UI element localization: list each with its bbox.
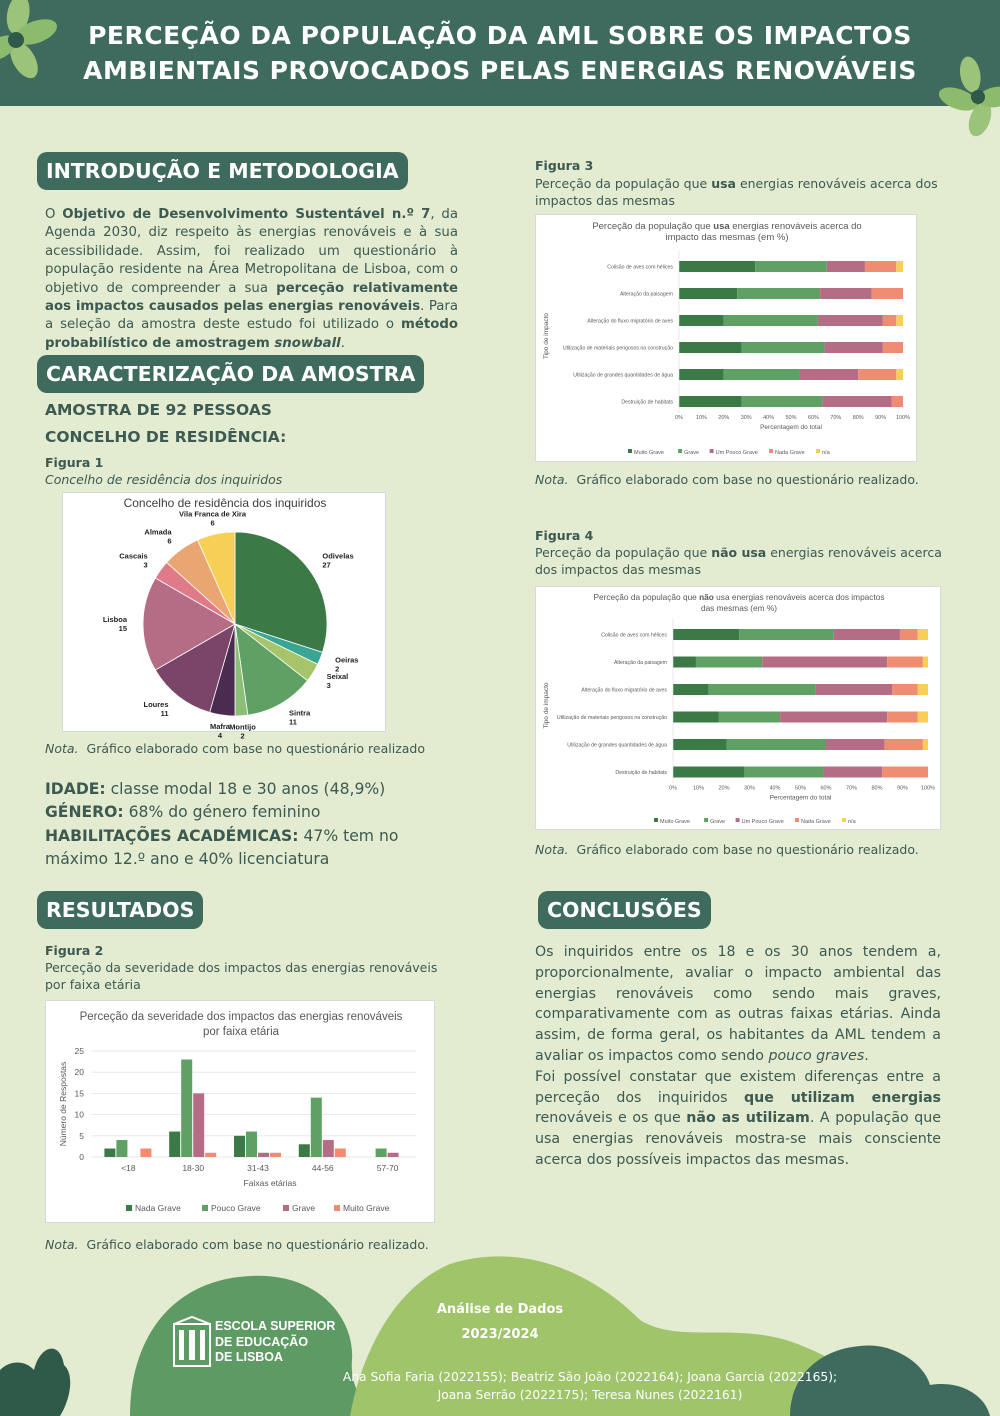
legend-label: Um Pouco Grave xyxy=(741,819,784,825)
category-label: Destruição de habitats xyxy=(615,770,667,776)
pie-value-label: 3 xyxy=(143,560,148,570)
legend-swatch xyxy=(795,818,799,822)
bar xyxy=(335,1149,346,1157)
stacked-bar-segment xyxy=(727,739,826,750)
bar xyxy=(388,1153,399,1157)
pie-value-label: 3 xyxy=(326,681,331,691)
x-tick-label: 60% xyxy=(820,785,832,792)
y-axis-label: Tipo de impacto xyxy=(543,682,550,729)
stacked-bar-segment xyxy=(679,261,755,272)
school-building-icon xyxy=(173,1316,211,1368)
figure2-label: Figura 2 xyxy=(45,943,104,958)
pie-label: Loures xyxy=(143,700,169,710)
legend-label: Muito Grave xyxy=(634,450,664,456)
legend-swatch xyxy=(126,1205,132,1211)
x-tick-label: 0% xyxy=(675,415,683,421)
legend-swatch xyxy=(654,818,658,822)
hbar-chart-title: das mesmas (em %) xyxy=(700,603,778,613)
x-axis-label: Percentagem do total xyxy=(760,424,822,431)
bar xyxy=(270,1153,281,1157)
legend-label: n/a xyxy=(822,450,830,456)
x-tick-label: 18-30 xyxy=(182,1163,205,1173)
stacked-bar-segment xyxy=(673,767,744,778)
pie-value-label: 2 xyxy=(335,664,340,674)
stacked-bar-segment xyxy=(883,315,896,326)
bar xyxy=(169,1132,180,1157)
bar xyxy=(116,1140,127,1157)
x-tick-label: 20% xyxy=(718,785,730,792)
category-label: Colisão de aves com hélices xyxy=(601,632,667,639)
y-axis-label: Número de Respostas xyxy=(58,1061,68,1147)
stacked-bar-segment xyxy=(900,629,918,640)
pie-value-label: 4 xyxy=(217,730,223,740)
pie-label: Vila Franca de Xira xyxy=(179,509,247,519)
x-tick-label: <18 xyxy=(121,1163,136,1173)
category-label: Colisão de aves com hélices xyxy=(607,264,673,271)
x-tick-label: 31-43 xyxy=(247,1163,269,1173)
legend-swatch xyxy=(283,1205,289,1211)
demographics-block xyxy=(45,778,465,872)
bar xyxy=(181,1059,192,1157)
stacked-bar-segment xyxy=(834,629,900,640)
sample-size: AMOSTRA DE 92 PESSOAS xyxy=(45,401,272,419)
stacked-bar-segment xyxy=(896,315,903,326)
bar xyxy=(205,1153,216,1157)
stacked-bar-segment xyxy=(679,396,742,407)
stacked-bar-segment xyxy=(673,739,727,750)
bar xyxy=(193,1093,204,1157)
legend-label: Muito Grave xyxy=(660,819,690,825)
bar-chart-title: por faixa etária xyxy=(202,1026,280,1038)
legend-label: Grave xyxy=(710,819,726,825)
stacked-bar-segment xyxy=(719,712,780,723)
residence-heading: CONCELHO DE RESIDÊNCIA: xyxy=(45,428,287,446)
category-label: Alteração do fluxo migratório de aves xyxy=(581,687,667,694)
legend-swatch xyxy=(628,449,632,453)
x-tick-label: 57-70 xyxy=(376,1163,399,1173)
hbar-chart-title: Perceção da população que usa energias renováveis acerca do xyxy=(592,221,862,232)
figure4-chart-panel xyxy=(535,586,941,830)
bar xyxy=(140,1149,151,1157)
stacked-bar-segment xyxy=(679,369,724,380)
stacked-bar-segment xyxy=(742,396,823,407)
legend-swatch xyxy=(769,449,773,453)
x-tick-label: 100% xyxy=(895,415,911,421)
stacked-bar-segment xyxy=(679,342,742,353)
pie-value-label: 11 xyxy=(289,717,297,727)
bar xyxy=(323,1140,334,1157)
y-tick-label: 10 xyxy=(74,1109,84,1120)
stacked-bar-segment xyxy=(825,342,883,353)
bar xyxy=(299,1144,310,1157)
pie-value-label: 27 xyxy=(322,560,331,570)
stacked-bar-segment xyxy=(737,288,820,299)
legend-label: n/a xyxy=(848,819,856,825)
hbar-chart-title: Perceção da população que não usa energias renováveis acerca dos impactos xyxy=(593,592,885,602)
pie-value-label: 11 xyxy=(160,709,169,719)
stacked-bar-segment xyxy=(858,369,896,380)
stacked-bar-segment xyxy=(739,629,833,640)
pie-label: Seixal xyxy=(326,672,349,682)
stacked-bar-segment xyxy=(896,261,903,272)
category-label: Alteração do fluxo migratório de aves xyxy=(587,318,673,325)
stacked-bar-segment xyxy=(780,712,887,723)
figure1-label: Figura 1 xyxy=(45,455,104,470)
legend-swatch xyxy=(710,449,714,453)
x-tick-label: 60% xyxy=(807,415,819,421)
legend-label: Um Pouco Grave xyxy=(715,450,758,456)
figure4-note: Nota. Gráfico elaborado com base no questionário realizado. xyxy=(535,842,919,857)
figure2-note: Nota. Gráfico elaborado com base no questionário realizado. xyxy=(45,1237,429,1252)
x-tick-label: 80% xyxy=(852,415,864,421)
users-stacked-bar-chart xyxy=(536,215,918,463)
x-tick-label: 90% xyxy=(896,785,909,792)
pie-chart xyxy=(63,493,387,741)
stacked-bar-segment xyxy=(826,739,885,750)
stacked-bar-segment xyxy=(800,369,858,380)
y-tick-label: 15 xyxy=(74,1088,84,1099)
non-users-stacked-bar-chart xyxy=(536,587,942,831)
x-tick-label: 70% xyxy=(830,415,842,421)
legend-swatch xyxy=(202,1205,208,1211)
stacked-bar-segment xyxy=(822,396,891,407)
stacked-bar-segment xyxy=(892,684,918,695)
pie-value-label: 2 xyxy=(240,731,245,741)
bar xyxy=(234,1136,245,1157)
stacked-bar-segment xyxy=(883,342,903,353)
y-tick-label: 0 xyxy=(79,1152,84,1162)
stacked-bar-segment xyxy=(918,684,928,695)
category-label: Utilização de materiais perigosos na construção xyxy=(562,345,673,352)
stacked-bar-segment xyxy=(755,261,827,272)
age-bar-chart xyxy=(46,1001,436,1224)
x-tick-label: 10% xyxy=(692,785,705,792)
conclusions-paragraph: Os inquiridos entre os 18 e os 30 anos tendem a, proporcionalmente, avaliar o impacto ambiental das energias renováveis como sendo mais graves, comparativamente com as outras faixas etárias. Ainda assim, de forma geral, os habitantes da AML tendem a avaliar os impactos como sendo pouco graves. Foi possível constatar que existem diferenças entre a perceção dos inquiridos que utilizam energias renováveis e os que não as utilizam. A população que usa energias renováveis mostra-se mais consciente acerca dos possíveis impactos das mesmas. xyxy=(535,944,942,1168)
stacked-bar-segment xyxy=(673,657,696,668)
pie-value-label: 6 xyxy=(210,518,215,528)
legend-swatch xyxy=(842,818,846,822)
legend-swatch xyxy=(736,818,740,822)
legend-label: Pouco Grave xyxy=(211,1203,261,1213)
x-tick-label: 70% xyxy=(845,785,858,792)
intro-paragraph: O Objetivo de Desenvolvimento Sustentável n.º 7, da Agenda 2030, diz respeito às energias renováveis e à sua acessibilidade. Assim, foi realizado um questionário à população residente na Área Metropolitana de Lisboa, com o objetivo de compreender a sua perceção relativamente aos impactos causados pelas energias renováveis. Para a seleção da amostra deste estudo foi utilizado o método probabilístico de amostragem snowball. xyxy=(45,207,458,351)
stacked-bar-segment xyxy=(673,712,719,723)
x-tick-label: 40% xyxy=(763,415,775,421)
gender-line: GÉNERO: 68% do género feminino xyxy=(45,803,321,822)
x-tick-label: 0% xyxy=(669,785,677,792)
figure2-caption: Perceção da severidade dos impactos das energias renováveis por faixa etária xyxy=(45,960,438,992)
stacked-bar-segment xyxy=(724,369,800,380)
stacked-bar-segment xyxy=(823,767,882,778)
figure2-chart-panel xyxy=(45,1000,435,1223)
category-label: Utilização de materiais perigosos na construção xyxy=(556,715,667,721)
section-heading-sample: CARACTERIZAÇÃO DA AMOSTRA xyxy=(37,355,424,393)
authors: Ana Sofia Faria (2022155); Beatriz São João (2022164); Joana Garcia (2022165); Joana Serrão (2022175); Teresa Nunes (2022161) xyxy=(342,1370,838,1402)
legend-label: Muito Grave xyxy=(343,1203,390,1213)
legend-label: Nada Grave xyxy=(135,1203,181,1213)
stacked-bar-segment xyxy=(679,315,724,326)
section-heading-conclusions: CONCLUSÕES xyxy=(538,891,711,929)
stacked-bar-segment xyxy=(827,261,865,272)
pie-value-label: 6 xyxy=(167,536,172,546)
legend-label: Nada Grave xyxy=(801,819,831,825)
poster-title-line2: AMBIENTAIS PROVOCADOS PELAS ENERGIAS RENOVÁVEIS xyxy=(83,56,917,85)
legend-label: Grave xyxy=(684,450,700,456)
course-block: Análise de Dados 2023/2024 xyxy=(436,1302,564,1342)
bar xyxy=(104,1149,115,1157)
figure3-note: Nota. Gráfico elaborado com base no questionário realizado. xyxy=(535,472,919,487)
stacked-bar-segment xyxy=(923,739,928,750)
figure1-note: Nota. Gráfico elaborado com base no questionário realizado xyxy=(45,741,426,756)
y-tick-label: 5 xyxy=(79,1130,84,1141)
figure3-label: Figura 3 xyxy=(535,158,594,173)
x-tick-label: 100% xyxy=(920,785,936,792)
category-label: Alteração da paisagem xyxy=(613,660,667,666)
stacked-bar-segment xyxy=(816,684,893,695)
legend-label: Grave xyxy=(292,1203,316,1213)
stacked-bar-segment xyxy=(887,657,923,668)
figure4-caption: Perceção da população que não usa energias renováveis acerca dos impactos das mesmas xyxy=(535,545,942,577)
figure1-caption: Concelho de residência dos inquiridos xyxy=(45,472,283,487)
x-tick-label: 10% xyxy=(695,415,707,421)
stacked-bar-segment xyxy=(882,767,928,778)
x-tick-label: 20% xyxy=(718,415,730,421)
legend-swatch xyxy=(678,449,682,453)
legend-label: Nada Grave xyxy=(775,450,805,456)
legend-swatch xyxy=(816,449,820,453)
bar xyxy=(246,1132,257,1157)
x-tick-label: 50% xyxy=(794,785,807,792)
figure1-chart-panel xyxy=(62,492,386,741)
stacked-bar-segment xyxy=(724,315,818,326)
figure3-caption: Perceção da população que usa energias renováveis acerca dos impactos das mesmas xyxy=(535,176,938,208)
x-tick-label: 80% xyxy=(871,785,883,792)
stacked-bar-segment xyxy=(673,684,709,695)
legend-swatch xyxy=(704,818,708,822)
education-line: HABILITAÇÕES ACADÉMICAS: 47% tem no máximo 12.º ano e 40% licenciatura xyxy=(45,826,399,869)
stacked-bar-segment xyxy=(818,315,883,326)
hbar-chart-title: impacto das mesmas (em %) xyxy=(665,232,789,243)
x-tick-label: 50% xyxy=(785,415,797,421)
stacked-bar-segment xyxy=(885,739,923,750)
pie-value-label: 15 xyxy=(118,624,127,633)
leaf-decoration-top-left-icon xyxy=(0,0,60,90)
stacked-bar-segment xyxy=(865,261,896,272)
stacked-bar-segment xyxy=(918,629,928,640)
stacked-bar-segment xyxy=(762,657,887,668)
stacked-bar-segment xyxy=(696,657,762,668)
x-axis-label: Faixas etárias xyxy=(243,1178,297,1188)
stacked-bar-segment xyxy=(742,342,825,353)
pie-label: Cascais xyxy=(119,551,148,561)
stacked-bar-segment xyxy=(872,288,903,299)
y-tick-label: 20 xyxy=(74,1067,84,1078)
bar xyxy=(258,1153,269,1157)
bar xyxy=(311,1098,322,1157)
pie-label: Mafra xyxy=(209,721,230,731)
pie-label: Lisboa xyxy=(102,615,127,624)
poster-title xyxy=(80,18,920,88)
legend-swatch xyxy=(334,1205,340,1211)
category-label: Destruição de habitats xyxy=(621,399,673,406)
x-tick-label: 44-56 xyxy=(311,1163,334,1173)
stacked-bar-segment xyxy=(679,288,737,299)
category-label: Alteração da paisagem xyxy=(619,291,673,298)
stacked-bar-segment xyxy=(918,712,928,723)
pie-chart-title: Concelho de residência dos inquiridos xyxy=(123,496,327,510)
stacked-bar-segment xyxy=(887,712,918,723)
header-banner xyxy=(0,0,1000,106)
section-heading-intro: INTRODUÇÃO E METODOLOGIA xyxy=(37,152,408,190)
pie-label: Sintra xyxy=(289,708,311,718)
pie-label: Montijo xyxy=(229,722,256,732)
leaf-decoration-top-right-icon xyxy=(940,55,1000,145)
figure3-chart-panel xyxy=(535,214,917,462)
bar-chart-title: Perceção da severidade dos impactos das energias renováveis xyxy=(79,1011,403,1023)
stacked-bar-segment xyxy=(744,767,823,778)
x-tick-label: 30% xyxy=(740,415,752,421)
category-label: Utilização de grandes quantidades de água xyxy=(573,372,673,379)
stacked-bar-segment xyxy=(820,288,872,299)
school-name: ESCOLA SUPERIOR DE EDUCAÇÃO DE LISBOA xyxy=(215,1319,336,1364)
y-axis-label: Tipo de impacto xyxy=(543,312,550,360)
stacked-bar-segment xyxy=(673,629,739,640)
pie-label: Odivelas xyxy=(322,551,354,561)
y-tick-label: 25 xyxy=(74,1046,84,1056)
figure4-label: Figura 4 xyxy=(535,528,594,543)
stacked-bar-segment xyxy=(892,396,903,407)
category-label: Utilização de grandes quantidades de água xyxy=(567,742,667,749)
stacked-bar-segment xyxy=(896,369,903,380)
stacked-bar-segment xyxy=(923,657,928,668)
pie-label: Oeiras xyxy=(335,655,359,665)
pie-label: Almada xyxy=(144,527,172,537)
x-tick-label: 30% xyxy=(743,785,756,792)
poster-title-line1: PERCEÇÃO DA POPULAÇÃO DA AML SOBRE OS IMPACTOS xyxy=(88,21,912,50)
x-axis-label: Percentagem do total xyxy=(769,794,832,802)
age-line: IDADE: classe modal 18 e 30 anos (48,9%) xyxy=(45,780,386,798)
bar xyxy=(376,1149,387,1157)
x-tick-label: 40% xyxy=(769,785,781,792)
stacked-bar-segment xyxy=(709,684,816,695)
section-heading-results: RESULTADOS xyxy=(37,891,203,929)
x-tick-label: 90% xyxy=(875,415,887,421)
